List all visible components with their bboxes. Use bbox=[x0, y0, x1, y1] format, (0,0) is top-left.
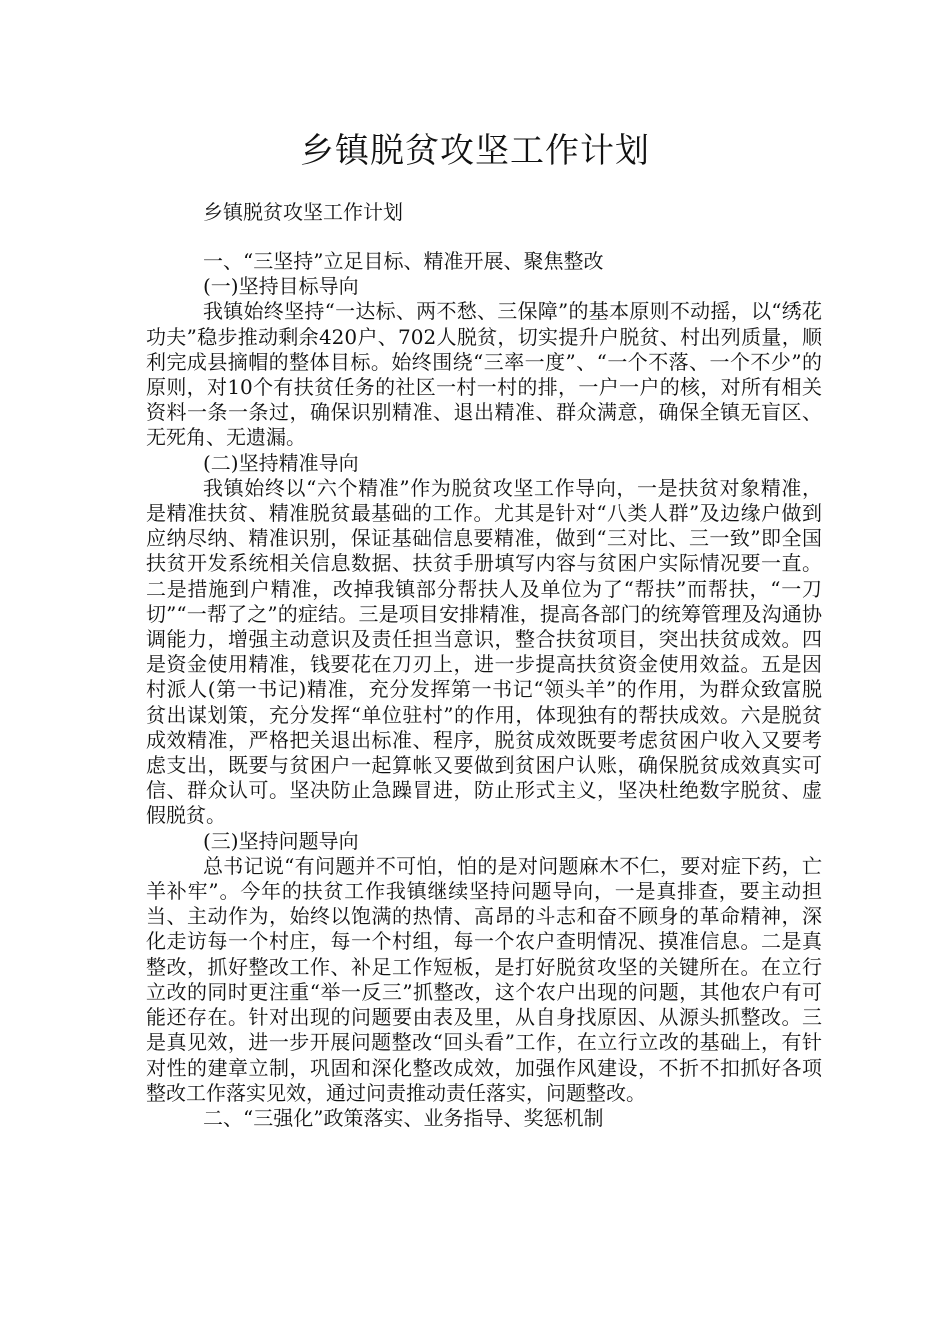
document-title: 乡镇脱贫攻坚工作计划 bbox=[300, 131, 650, 171]
body-paragraph-2: 我镇始终以“六个精准”作为脱贫攻坚工作导向，一是扶贫对象精准，是精准扶贫、精准脱贫最基础的工作。尤其是针对“八类人群”及边缘户做到应纳尽纳、精准识别，保证基础信息要精准，做到“三对比、三一致”即全国扶贫开发系统相关信息数据、扶贫手册填写内容与贫困户实际情况要一直。二是措施到户精准，改掉我镇部分帮扶人及单位为了“帮扶”而帮扶，“一刀切”“一帮了之”的症结。三是项目安排精准，提高各部门的统筹管理及沟通协调能力，增强主动意识及责任担当意识，整合扶贫项目，突出扶贫成效。四是资金使用精准，钱要花在刀刃上，进一步提高扶贫资金使用效益。五是因村派人(第一书记)精准，充分发挥第一书记“领头羊”的作用，为群众致富脱贫出谋划策，充分发挥“单位驻村”的作用，体现独有的帮扶成效。六是脱贫成效精准，严格把关退出标准、程序，脱贫成效既要考虑贫困户收入又要考虑支出，既要与贫困户一起算帐又要做到贫困户认账，确保脱贫成效真实可信、群众认可。坚决防止急躁冒进，防止形式主义，坚决杜绝数字脱贫、虚假脱贫。 bbox=[146, 475, 822, 828]
body-paragraph-3: 总书记说“有问题并不可怕，怕的是对问题麻木不仁，要对症下药，亡羊补牢”。今年的扶贫工作我镇继续坚持问题导向，一是真排查，要主动担当、主动作为，始终以饱满的热情、高昂的斗志和奋不顾身的革命精神，深化走访每一个村庄，每一个村组，每一个农户查明情况、摸准信息。二是真整改，抓好整改工作、补足工作短板，是打好脱贫攻坚的关键所在。在立行立改的同时更注重“举一反三”抓整改，这个农户出现的问题，其他农户有可能还存在。针对出现的问题要由表及里，从自身找原因、从源头抓整改。三是真见效，进一步开展问题整改“回头看”工作，在立行立改的基础上，有针对性的建章立制，巩固和深化整改成效，加强作风建设，不折不扣抓好各项整改工作落实见效，通过问责推动责任落实，问题整改。 bbox=[146, 853, 822, 1105]
section-heading-2: 二、“三强化”政策落实、业务指导、奖惩机制 bbox=[203, 1105, 604, 1130]
section-heading-1: 一、“三坚持”立足目标、精准开展、聚焦整改 bbox=[203, 249, 604, 273]
subsection-heading-1: (一)坚持目标导向 bbox=[203, 274, 359, 299]
document-subtitle: 乡镇脱贫攻坚工作计划 bbox=[203, 200, 403, 224]
body-paragraph-1: 我镇始终坚持“一达标、两不愁、三保障”的基本原则不动摇，以“绣花功夫”稳步推动剩余420户、702人脱贫，切实提升户脱贫、村出列质量，顺利完成县摘帽的整体目标。始终围绕“三率一度”、“一个不落、一个不少”的原则，对10个有扶贫任务的社区一村一村的排，一户一户的核，对所有相关资料一条一条过，确保识别精准、退出精准、群众满意，确保全镇无盲区、无死角、无遗漏。 bbox=[146, 299, 822, 450]
subsection-heading-3: (三)坚持问题导向 bbox=[203, 828, 359, 853]
document-body bbox=[146, 249, 822, 1131]
subsection-heading-2: (二)坚持精准导向 bbox=[203, 450, 359, 475]
